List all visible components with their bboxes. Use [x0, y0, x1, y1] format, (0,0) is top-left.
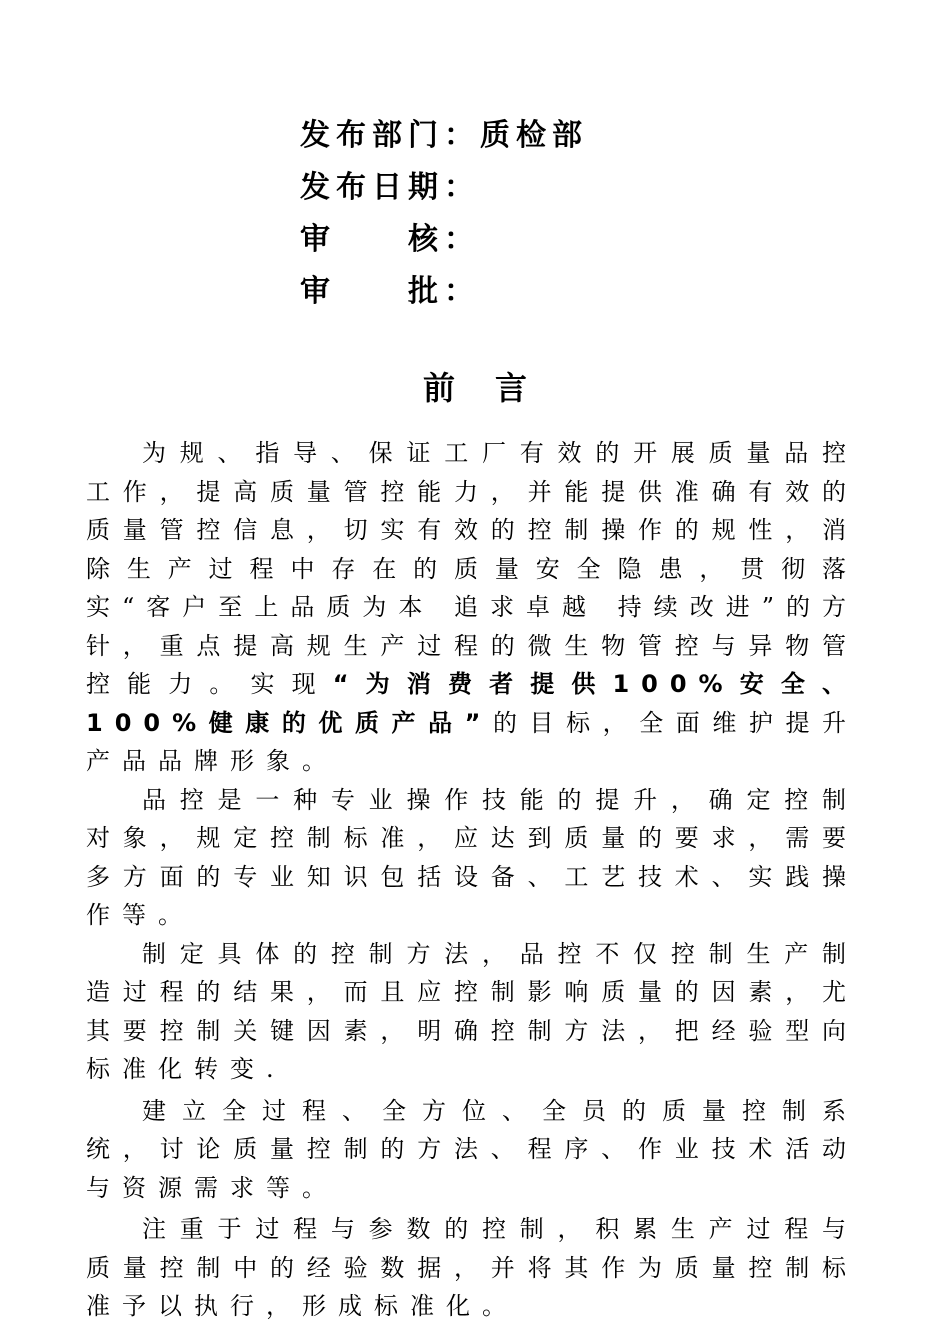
paragraph-2: 品控是一种专业操作技能的提升，确定控制对象，规定控制标准，应达到质量的要求，需要多方面的专业知识包括设备、工艺技术、实践操作等。	[86, 785, 858, 929]
paragraph-1	[86, 434, 858, 781]
preface-heading: 前言	[422, 369, 567, 407]
release-date: 发布日期：	[300, 170, 480, 205]
quality-goal-emphasis: “为消费者提供100%安全、100%健康的优质产品”	[86, 670, 858, 737]
release-info	[300, 110, 588, 318]
release-department: 发布部门：质检部	[300, 118, 588, 153]
preface-body	[86, 434, 858, 1326]
paragraph-1-start: 为规、指导、保证工厂有效的开展质量品控工作，提高质量管控能力，并能提供准确有效的质量管控信息，切实有效的控制操作的规性，消除生产过程中存在的质量安全隐患，贯彻落实“客户至上品质为本 追求卓越 持续改进”的方针，重点提高规生产过程的微生物管控与异物管控能力。实现	[86, 439, 858, 698]
paragraph-1-end: 的目标，全面维护提升产品品牌形象。	[86, 708, 859, 775]
paragraph-4: 建立全过程、全方位、全员的质量控制系统，讨论质量控制的方法、程序、作业技术活动与资源需求等。	[86, 1096, 858, 1202]
review-field: 审 核：	[300, 222, 480, 257]
approval-field: 审 批：	[300, 274, 480, 309]
paragraph-5: 注重于过程与参数的控制，积累生产过程与质量控制中的经验数据，并将其作为质量控制标准予以执行，形成标准化。	[86, 1215, 858, 1320]
paragraph-3: 制定具体的控制方法，品控不仅控制生产制造过程的结果，而且应控制影响质量的因素，尤其要控制关键因素，明确控制方法，把经验型向标准化转变.	[86, 939, 858, 1083]
